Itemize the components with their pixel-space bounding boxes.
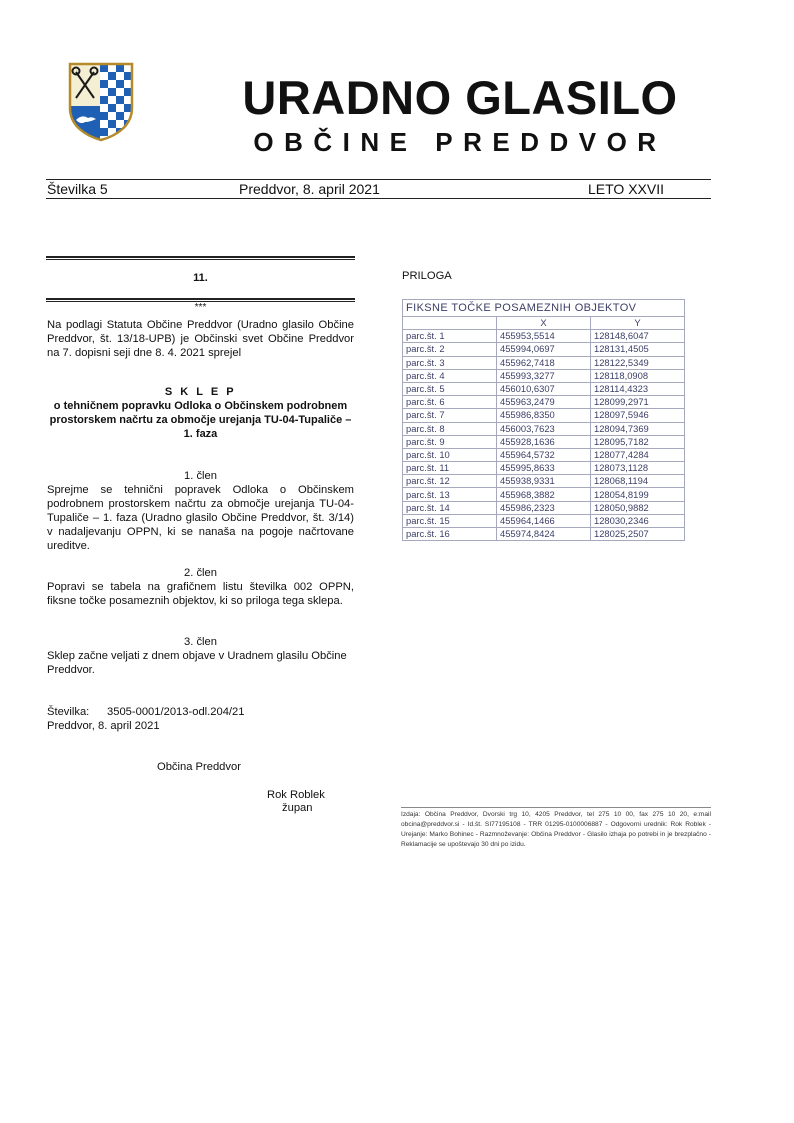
y-coordinate-cell: 128094,7369 <box>591 422 685 435</box>
table-row <box>403 475 685 488</box>
x-coordinate-cell: 455995,8633 <box>497 462 591 475</box>
parcel-cell: parc.št. 6 <box>403 396 497 409</box>
y-coordinate-cell: 128122,5349 <box>591 356 685 369</box>
article-2-heading: 2. člen <box>184 567 217 579</box>
table-row <box>403 448 685 461</box>
reference-label: Številka: <box>47 706 90 718</box>
publication-subtitle: OBČINE PREDDVOR <box>253 127 667 157</box>
y-coordinate-cell: 128097,5946 <box>591 409 685 422</box>
table-body <box>403 330 685 541</box>
y-coordinate-cell: 128030,2346 <box>591 514 685 527</box>
table-row <box>403 382 685 395</box>
separator-asterisks: *** <box>194 302 207 313</box>
table-row <box>403 330 685 343</box>
publication-title: URADNO GLASILO <box>242 71 678 124</box>
article-number: 11. <box>193 272 208 284</box>
parcel-cell: parc.št. 1 <box>403 330 497 343</box>
column-header-x: X <box>497 317 591 330</box>
table-row <box>403 343 685 356</box>
y-coordinate-cell: 128114,4323 <box>591 382 685 395</box>
parcel-cell: parc.št. 12 <box>403 475 497 488</box>
x-coordinate-cell: 456010,6307 <box>497 382 591 395</box>
parcel-cell: parc.št. 7 <box>403 409 497 422</box>
table-row <box>403 462 685 475</box>
reference-value: 3505-0001/2013-odl.204/21 <box>107 706 245 718</box>
y-coordinate-cell: 128131,4505 <box>591 343 685 356</box>
place-and-date: Preddvor, 8. april 2021 <box>47 720 160 732</box>
article-3-heading: 3. člen <box>184 636 217 648</box>
y-coordinate-cell: 128050,9882 <box>591 501 685 514</box>
article-3-text: Sklep začne veljati z dnem objave v Uradnem glasilu Občine Preddvor. <box>47 650 347 676</box>
parcel-cell: parc.št. 3 <box>403 356 497 369</box>
x-coordinate-cell: 455964,1466 <box>497 514 591 527</box>
x-coordinate-cell: 455963,2479 <box>497 396 591 409</box>
parcel-cell: parc.št. 16 <box>403 528 497 541</box>
issue-number: Številka 5 <box>47 181 108 197</box>
column-header-y: Y <box>591 317 685 330</box>
issue-date: Preddvor, 8. april 2021 <box>239 181 380 197</box>
x-coordinate-cell: 455962,7418 <box>497 356 591 369</box>
table-row <box>403 435 685 448</box>
x-coordinate-cell: 456003,7623 <box>497 422 591 435</box>
column-header-parcel <box>403 317 497 330</box>
issue-year: LETO XXVII <box>588 181 664 197</box>
article-2-text: Popravi se tabela na grafičnem listu številka 002 OPPN, fiksne točke posameznih objektov, ki so priloga tega sklepa. <box>47 581 354 607</box>
annex-label: PRILOGA <box>402 270 452 282</box>
header-rule-top <box>46 179 711 180</box>
signatory-role: župan <box>282 802 313 814</box>
x-coordinate-cell: 455986,8350 <box>497 409 591 422</box>
table-row <box>403 409 685 422</box>
table-row <box>403 501 685 514</box>
parcel-cell: parc.št. 8 <box>403 422 497 435</box>
section-rule <box>46 259 355 260</box>
parcel-cell: parc.št. 2 <box>403 343 497 356</box>
section-rule <box>46 256 355 258</box>
table-row <box>403 369 685 382</box>
parcel-cell: parc.št. 14 <box>403 501 497 514</box>
intro-paragraph: Na podlagi Statuta Občine Preddvor (Uradno glasilo Občine Preddvor, št. 13/18-UPB) je Občinski svet Občine Preddvor na 7. dopisni seji dne 8. 4. 2021 sprejel <box>47 319 354 359</box>
y-coordinate-cell: 128025,2507 <box>591 528 685 541</box>
issuing-municipality: Občina Preddvor <box>157 761 241 773</box>
y-coordinate-cell: 128095,7182 <box>591 435 685 448</box>
signatory-name: Rok Roblek <box>267 789 325 801</box>
x-coordinate-cell: 455938,9331 <box>497 475 591 488</box>
reference-number <box>47 705 244 719</box>
parcel-cell: parc.št. 13 <box>403 488 497 501</box>
parcel-cell: parc.št. 15 <box>403 514 497 527</box>
x-coordinate-cell: 455964,5732 <box>497 448 591 461</box>
x-coordinate-cell: 455974,8424 <box>497 528 591 541</box>
x-coordinate-cell: 455994,0697 <box>497 343 591 356</box>
table-row <box>403 528 685 541</box>
y-coordinate-cell: 128068,1194 <box>591 475 685 488</box>
colophon: Izdaja: Občina Preddvor, Dvorski trg 10, 4205 Preddvor, tel 275 10 00, fax 275 10 20, e:mail obcina@preddvor.si - Id.št. SI77195108 - TRR 01295-0100006887 - Odgovorni urednik: Rok Roblek - Urejanje: Marko Bohinec - Razmnoževanje: Občina Preddvor - Glasilo izhaja po potrebi in je brezplačno - Reklamacije se upoštevajo 30 dni po izidu. <box>401 811 711 848</box>
decision-title: o tehničnem popravku Odloka o Občinskem podrobnem prostorskem načrtu za območje urejanja TU-04-Tupaliče – 1. faza <box>49 400 352 440</box>
x-coordinate-cell: 455986,2323 <box>497 501 591 514</box>
coordinates-table <box>402 299 685 541</box>
table-row <box>403 488 685 501</box>
y-coordinate-cell: 128077,4284 <box>591 448 685 461</box>
parcel-cell: parc.št. 4 <box>403 369 497 382</box>
article-1-text: Sprejme se tehnični popravek Odloka o Občinskem podrobnem prostorskem načrtu za območje urejanja TU-04-Tupaliče – 1. faza (Uradno glasilo Občine Preddvor, št. 3/14) v nadaljevanju OPPN, ki se nanaša na pogoje načrtovane ureditve. <box>47 484 354 552</box>
y-coordinate-cell: 128054,8199 <box>591 488 685 501</box>
table-row <box>403 422 685 435</box>
article-1-heading: 1. člen <box>184 470 217 482</box>
parcel-cell: parc.št. 10 <box>403 448 497 461</box>
decision-heading: S K L E P <box>164 386 237 398</box>
colophon-rule <box>401 807 711 808</box>
section-rule <box>46 298 355 300</box>
y-coordinate-cell: 128073,1128 <box>591 462 685 475</box>
y-coordinate-cell: 128148,6047 <box>591 330 685 343</box>
fixed-points-table <box>402 299 685 541</box>
x-coordinate-cell: 455928,1636 <box>497 435 591 448</box>
x-coordinate-cell: 455968,3882 <box>497 488 591 501</box>
table-title: FIKSNE TOČKE POSAMEZNIH OBJEKTOV <box>403 300 685 317</box>
y-coordinate-cell: 128099,2971 <box>591 396 685 409</box>
table-row <box>403 514 685 527</box>
header-rule-bottom <box>46 198 711 199</box>
table-row <box>403 396 685 409</box>
parcel-cell: parc.št. 11 <box>403 462 497 475</box>
municipal-coat-of-arms <box>68 62 134 142</box>
x-coordinate-cell: 455993,3277 <box>497 369 591 382</box>
parcel-cell: parc.št. 9 <box>403 435 497 448</box>
y-coordinate-cell: 128118,0908 <box>591 369 685 382</box>
table-row <box>403 356 685 369</box>
x-coordinate-cell: 455953,5514 <box>497 330 591 343</box>
parcel-cell: parc.št. 5 <box>403 382 497 395</box>
